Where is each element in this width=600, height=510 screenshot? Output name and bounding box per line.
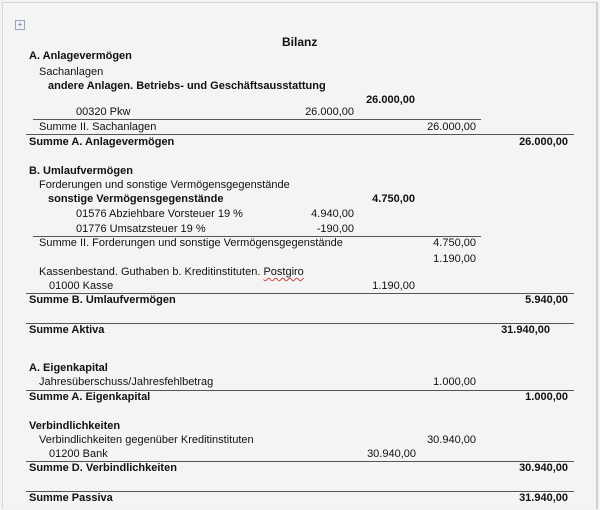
group-label-sachanlagen: Sachanlagen — [39, 66, 104, 78]
section-heading-verbindlichkeiten: Verbindlichkeiten — [29, 420, 121, 432]
spellcheck-word: Postgiro — [263, 266, 304, 278]
group-label-andere-anlagen: andere Anlagen. Betriebs- und Geschäftsausstattung — [48, 80, 326, 92]
kassenbestand-text: Kassenbestand. Guthaben b. Kreditinstituten. — [39, 266, 264, 278]
sum-label-passiva: Summe Passiva — [29, 492, 113, 504]
sum-label-forderungen: Summe II. Forderungen und sonstige Vermögensgegenstände — [39, 237, 343, 249]
sum-label-anlagevermoegen: Summe A. Anlagevermögen — [29, 136, 175, 148]
section-heading-eigenkapital: A. Eigenkapital — [29, 362, 108, 374]
group-label-sonstige: sonstige Vermögensgegenstände — [48, 193, 224, 205]
account-value-jahresueberschuss: 1.000,00 — [433, 376, 476, 388]
group-label-forderungen: Forderungen und sonstige Vermögensgegenstände — [39, 179, 290, 191]
document-title: Bilanz — [282, 35, 318, 49]
sonstige-total: 4.750,00 — [372, 193, 415, 205]
sum-value-eigenkapital: 1.000,00 — [525, 391, 568, 403]
sum-label-eigenkapital: Summe A. Eigenkapital — [29, 391, 151, 403]
sum-value-forderungen: 4.750,00 — [433, 237, 476, 249]
divider — [26, 134, 574, 135]
account-label-jahresueberschuss: Jahresüberschuss/Jahresfehlbetrag — [39, 376, 214, 388]
andere-anlagen-total: 26.000,00 — [366, 94, 415, 106]
sum-label-sachanlagen: Summe II. Sachanlagen — [39, 121, 157, 133]
group-label-kassenbestand — [39, 266, 304, 279]
account-label-bank: 01200 Bank — [49, 448, 108, 460]
account-value-vorsteuer: 4.940,00 — [311, 208, 354, 220]
account-label-umsatzsteuer: 01776 Umsatzsteuer 19 % — [76, 223, 206, 235]
sum-value-passiva: 31.940,00 — [519, 492, 568, 504]
sum-label-umlaufvermoegen: Summe B. Umlaufvermögen — [29, 294, 176, 306]
group-value-verb-kredit: 30.940,00 — [427, 434, 476, 446]
sum-value-aktiva: 31.940,00 — [501, 324, 550, 336]
sum-value-verbindlichkeiten: 30.940,00 — [519, 462, 568, 474]
sum-label-aktiva: Summe Aktiva — [29, 324, 105, 336]
group-label-verb-kredit: Verbindlichkeiten gegenüber Kreditinstituten — [39, 434, 254, 446]
sum-value-umlaufvermoegen: 5.940,00 — [525, 294, 568, 306]
account-label-vorsteuer: 01576 Abziehbare Vorsteuer 19 % — [76, 208, 243, 220]
account-label-kasse: 01000 Kasse — [49, 280, 114, 292]
table-move-handle-icon[interactable]: + — [15, 20, 25, 30]
kasse-subtotal: 1.190,00 — [433, 253, 476, 265]
sum-value-sachanlagen: 26.000,00 — [427, 121, 476, 133]
section-heading-umlaufvermoegen: B. Umlaufvermögen — [29, 165, 133, 177]
account-value-kasse: 1.190,00 — [372, 280, 415, 292]
account-value-umsatzsteuer: -190,00 — [316, 223, 354, 235]
sum-label-verbindlichkeiten: Summe D. Verbindlichkeiten — [29, 462, 177, 474]
account-label-pkw: 00320 Pkw — [76, 106, 131, 118]
divider — [33, 119, 481, 120]
section-heading-anlagevermoegen: A. Anlagevermögen — [29, 50, 132, 62]
sum-value-anlagevermoegen: 26.000,00 — [519, 136, 568, 148]
account-value-bank: 30.940,00 — [367, 448, 416, 460]
account-value-pkw: 26.000,00 — [305, 106, 354, 118]
